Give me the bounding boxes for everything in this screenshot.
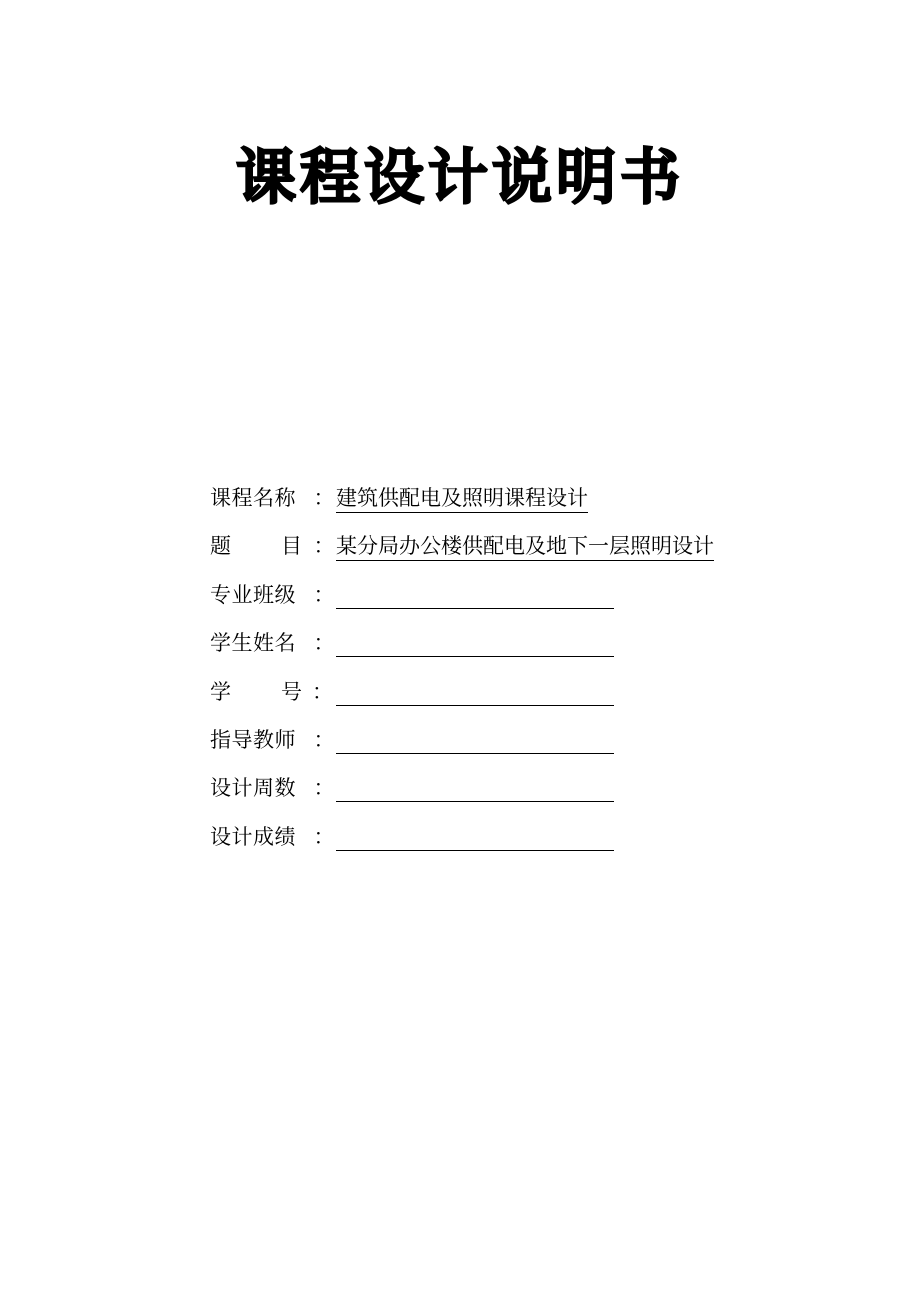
field-label: 专业班级: [210, 582, 296, 607]
field-colon: ：: [313, 824, 335, 849]
field-label: 学生姓名: [210, 631, 296, 656]
field-colon: ：: [313, 582, 335, 607]
field-blank-line: [336, 728, 614, 754]
field-design-grade: [210, 817, 810, 865]
field-blank-line: [336, 680, 614, 706]
field-blank-line: [336, 631, 614, 657]
field-course-name: [210, 478, 810, 526]
document-title: 课程设计说明书: [236, 143, 684, 213]
field-blank-line: [336, 583, 614, 609]
field-value-topic: 某分局办公楼供配电及地下一层照明设计: [336, 534, 714, 561]
field-colon: ：: [313, 534, 335, 559]
field-label: 指导教师: [210, 727, 296, 752]
field-colon: ：: [313, 727, 335, 752]
field-label-char: 学: [210, 679, 231, 704]
field-blank-line: [336, 776, 614, 802]
field-topic: [210, 526, 810, 574]
field-label: 设计周数: [210, 776, 296, 801]
field-colon: ：: [313, 486, 335, 510]
field-colon: ：: [313, 776, 335, 801]
field-major-class: [210, 575, 810, 623]
field-colon: ：: [313, 631, 335, 656]
field-label: [210, 526, 312, 566]
field-label-char: 题: [210, 534, 231, 559]
field-student-name: [210, 623, 810, 671]
field-colon: ：: [312, 679, 333, 704]
field-label: [210, 672, 312, 712]
cover-info-block: [210, 478, 810, 865]
field-value-course-name: 建筑供配电及照明课程设计: [336, 486, 588, 513]
field-label: 课程名称: [210, 486, 296, 510]
field-label-char: 目: [281, 534, 302, 559]
field-label-char: 号: [281, 679, 302, 704]
field-label: 设计成绩: [210, 824, 296, 849]
field-advisor: [210, 720, 810, 768]
field-student-id: [210, 672, 810, 720]
field-design-weeks: [210, 768, 810, 816]
field-blank-line: [336, 825, 614, 851]
